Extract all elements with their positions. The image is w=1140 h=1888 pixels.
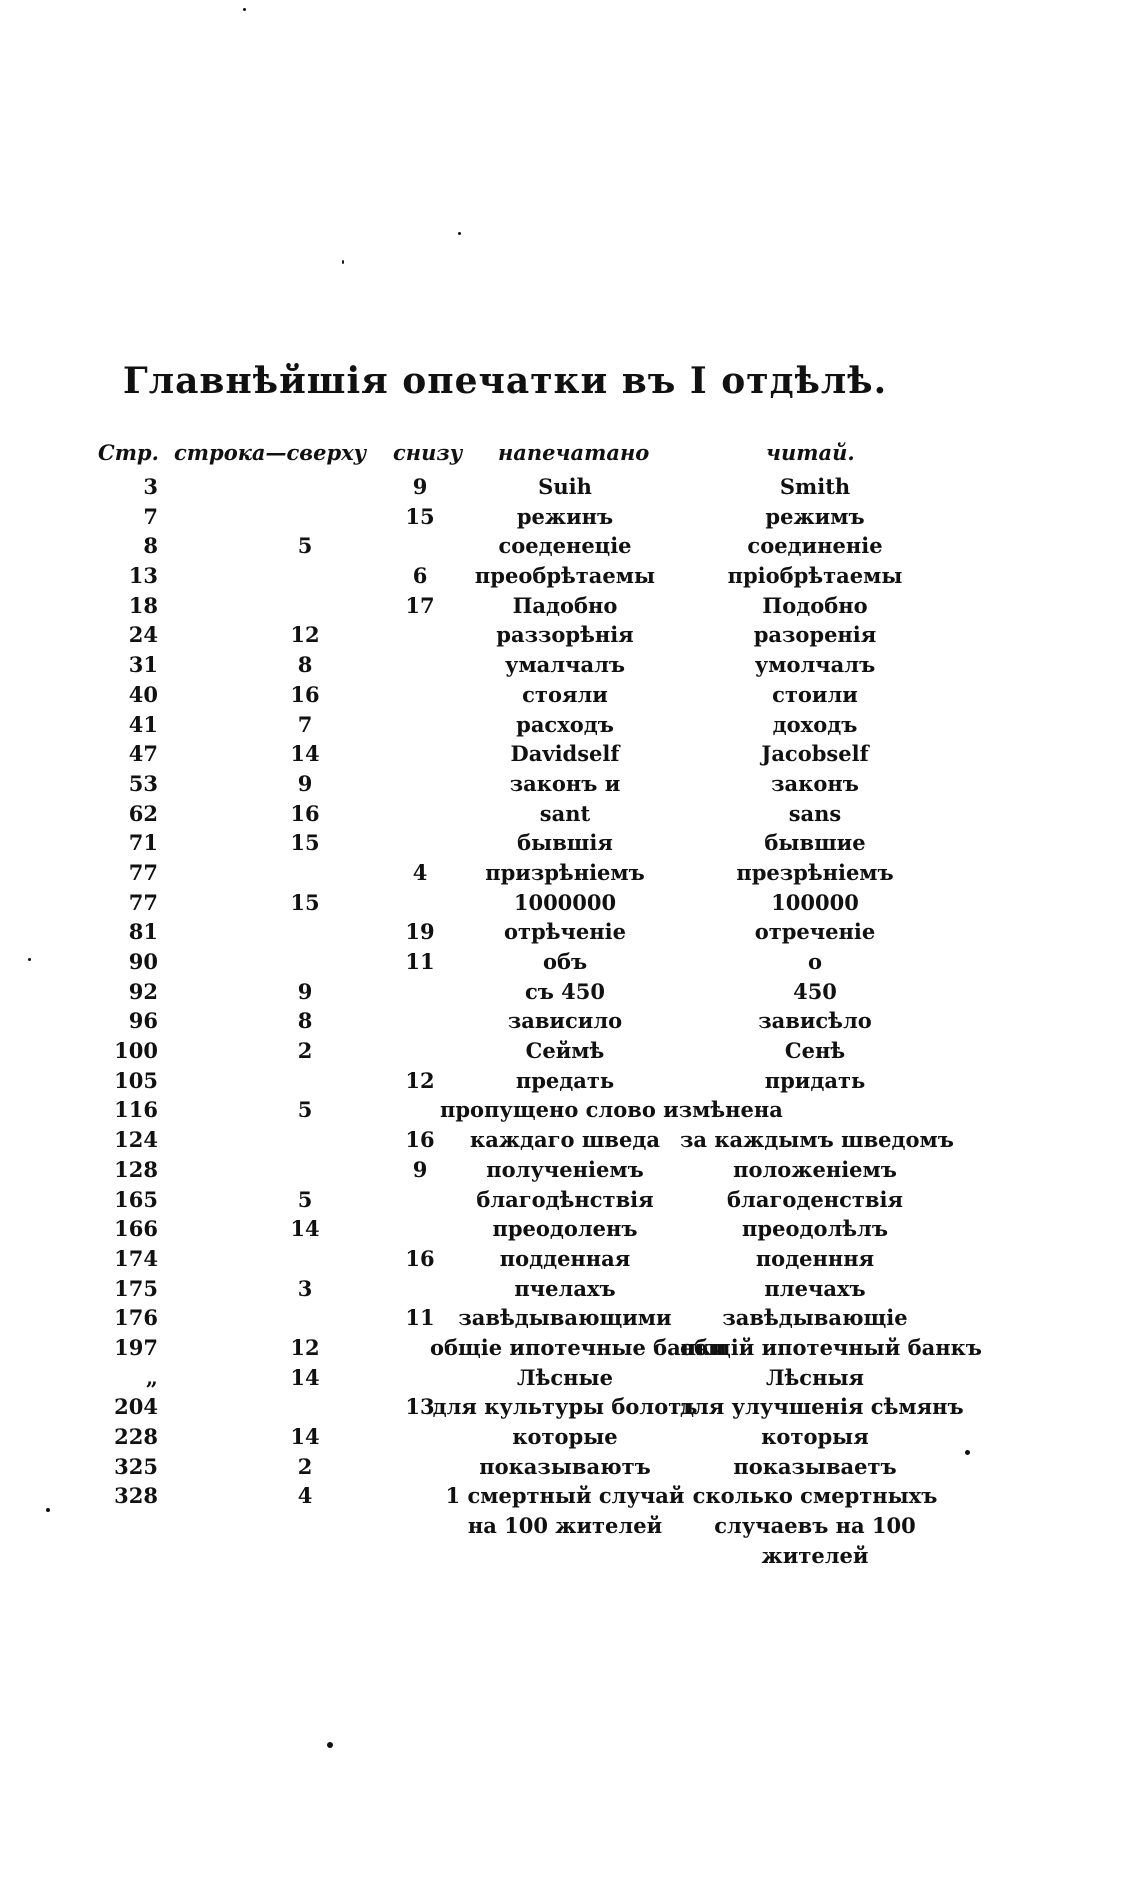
ink-speck <box>28 958 31 961</box>
table-row <box>0 1095 1140 1125</box>
cell-page: 175 <box>114 1275 158 1301</box>
ink-speck <box>342 260 344 264</box>
cell-page: 100 <box>114 1038 158 1064</box>
cell-page: 81 <box>128 919 158 945</box>
cell-line-bottom: 16 <box>405 1245 435 1271</box>
table-row <box>0 531 1140 561</box>
table-row <box>0 1392 1140 1422</box>
cell-printed: умалчалъ <box>505 652 625 678</box>
cell-read: 100000 <box>771 889 859 915</box>
cell-line-bottom: 4 <box>412 859 428 885</box>
table-row <box>0 1155 1140 1185</box>
table-row <box>0 561 1140 591</box>
cell-line-top: 8 <box>297 1008 313 1034</box>
cell-printed: съ 450 <box>524 978 606 1004</box>
cell-printed: Davidself <box>510 741 620 767</box>
cell-page: 53 <box>128 770 158 796</box>
cell-line-top: 16 <box>290 800 320 826</box>
cell-printed: стояли <box>522 681 608 707</box>
table-row <box>0 680 1140 710</box>
table-row <box>0 1333 1140 1363</box>
cell-read: о <box>807 949 822 974</box>
cell-line-top: 16 <box>290 681 320 707</box>
cell-printed: преобрѣтаемы <box>474 563 656 589</box>
cell-page: 228 <box>114 1424 158 1449</box>
cell-read: отреченіе <box>754 919 876 945</box>
page-title: Главнѣйшія опечатки въ I отдѣлѣ. <box>122 360 888 402</box>
cell-line-top: 9 <box>297 770 313 796</box>
cell-page: 105 <box>114 1067 158 1093</box>
cell-printed: 1 смертный случай <box>445 1483 685 1509</box>
cell-read: соединеніе <box>747 533 883 559</box>
ink-speck <box>46 1508 50 1512</box>
cell-printed: Сеймѣ <box>525 1038 605 1064</box>
cell-printed: призрѣніемъ <box>485 859 645 885</box>
cell-page: 3 <box>143 474 158 499</box>
table-row <box>0 1066 1140 1096</box>
cell-page: 176 <box>114 1305 158 1331</box>
cell-read: Сенѣ <box>784 1038 846 1064</box>
cell-line-top: 14 <box>290 741 320 767</box>
cell-printed: отрѣченіе <box>504 919 626 945</box>
cell-printed: предать <box>515 1067 615 1093</box>
header-line-top: строка—сверху <box>174 440 367 465</box>
cell-line-top: 5 <box>297 1097 313 1123</box>
cell-line-bottom: 12 <box>405 1067 435 1093</box>
cell-page: 325 <box>114 1453 158 1479</box>
cell-printed: на 100 жителей <box>467 1513 663 1539</box>
header-page: Стр. <box>98 440 159 465</box>
cell-printed: соеденеціе <box>498 533 632 559</box>
cell-read: зависѣло <box>758 1008 872 1034</box>
cell-read: Подобно <box>762 592 868 618</box>
cell-printed: объ <box>542 949 588 974</box>
cell-page: 40 <box>128 681 158 707</box>
cell-read: показываетъ <box>733 1453 897 1479</box>
table-row <box>0 1274 1140 1304</box>
cell-page: 77 <box>128 859 158 885</box>
table-row <box>0 1125 1140 1155</box>
cell-line-top: 2 <box>297 1453 313 1479</box>
cell-printed: раззорѣнія <box>496 622 634 648</box>
table-row <box>0 502 1140 532</box>
cell-printed: Лѣсные <box>517 1364 613 1390</box>
cell-page: 24 <box>128 622 158 648</box>
cell-page: 166 <box>114 1216 158 1242</box>
table-row <box>0 739 1140 769</box>
cell-printed: преодоленъ <box>492 1216 638 1242</box>
cell-page: 174 <box>114 1245 158 1271</box>
table-row <box>0 1214 1140 1244</box>
cell-page: 47 <box>128 741 158 767</box>
cell-printed: для культуры болотъ <box>432 1394 698 1420</box>
cell-line-bottom: 11 <box>405 1305 435 1331</box>
cell-read: придать <box>764 1067 866 1093</box>
cell-read: Smith <box>779 474 851 499</box>
table-row <box>0 1511 1140 1541</box>
cell-read: преодолѣлъ <box>742 1216 888 1242</box>
cell-line-top: 14 <box>290 1216 320 1242</box>
ink-speck <box>458 232 461 235</box>
errata-table <box>0 472 1140 1570</box>
cell-read: положеніемъ <box>733 1156 897 1182</box>
table-row <box>0 1185 1140 1215</box>
cell-line-bottom: 9 <box>412 474 428 499</box>
table-row <box>0 799 1140 829</box>
cell-read: жителей <box>761 1542 869 1568</box>
cell-printed: благодѣнствія <box>476 1186 654 1212</box>
cell-page: „ <box>145 1364 158 1390</box>
cell-printed: расходъ <box>516 711 614 737</box>
cell-read: за каждымъ шведомъ <box>680 1127 954 1153</box>
ink-speck <box>243 8 246 11</box>
table-row <box>0 888 1140 918</box>
cell-line-top: 14 <box>290 1364 320 1390</box>
table-row <box>0 828 1140 858</box>
cell-printed: общіе ипотечные банки <box>430 1334 727 1360</box>
cell-line-top: 14 <box>290 1424 320 1449</box>
cell-line-bottom: 17 <box>405 592 435 618</box>
cell-page: 71 <box>128 830 158 856</box>
table-row <box>0 650 1140 680</box>
cell-read: общій ипотечный банкъ <box>680 1334 982 1360</box>
cell-line-top: 5 <box>297 533 313 559</box>
cell-printed: 1000000 <box>513 889 617 915</box>
cell-printed: подденная <box>499 1245 631 1271</box>
table-row <box>0 858 1140 888</box>
cell-read: плечахъ <box>764 1275 866 1301</box>
table-row <box>0 1452 1140 1482</box>
cell-printed: Падобно <box>512 592 618 618</box>
cell-read: доходъ <box>772 711 858 737</box>
cell-page: 197 <box>114 1334 158 1360</box>
cell-line-bottom: 9 <box>412 1156 428 1182</box>
table-row <box>0 620 1140 650</box>
table-row <box>0 977 1140 1007</box>
table-row <box>0 591 1140 621</box>
cell-read: пріобрѣтаемы <box>727 563 903 589</box>
cell-page: 7 <box>143 503 158 529</box>
table-row <box>0 472 1140 502</box>
table-row <box>0 1481 1140 1511</box>
cell-read: для улучшенія сѣмянъ <box>680 1394 964 1420</box>
cell-read: режимъ <box>765 503 865 529</box>
cell-line-bottom: 11 <box>405 949 435 974</box>
cell-read: разоренія <box>753 622 877 648</box>
cell-read: сколько смертныхъ <box>692 1483 938 1509</box>
cell-printed: показываютъ <box>479 1453 651 1479</box>
cell-line-top: 12 <box>290 622 320 648</box>
table-row <box>0 769 1140 799</box>
cell-read: завѣдывающіе <box>722 1305 908 1331</box>
cell-printed: Suih <box>538 474 592 499</box>
ink-speck <box>327 1742 333 1748</box>
cell-read: умолчалъ <box>754 652 876 678</box>
cell-page: 96 <box>128 1008 158 1034</box>
table-row <box>0 917 1140 947</box>
cell-line-top: 5 <box>297 1186 313 1212</box>
table-row <box>0 710 1140 740</box>
cell-page: 90 <box>128 949 158 974</box>
table-row <box>0 1541 1140 1571</box>
header-line-bottom: снизу <box>393 440 463 465</box>
cell-line-top: 8 <box>297 652 313 678</box>
cell-page: 13 <box>128 563 158 589</box>
cell-read: законъ <box>771 770 859 796</box>
table-row <box>0 947 1140 977</box>
table-row <box>0 1244 1140 1274</box>
cell-printed: завѣдывающими <box>458 1305 672 1331</box>
cell-printed: бывшія <box>517 830 613 856</box>
cell-line-top: 7 <box>297 711 313 737</box>
header-read: читай. <box>766 440 855 465</box>
header-printed: напечатано <box>498 440 650 465</box>
cell-line-top: 2 <box>297 1038 313 1064</box>
cell-page: 124 <box>114 1127 158 1153</box>
cell-line-bottom: 19 <box>405 919 435 945</box>
cell-read: sans <box>788 800 842 826</box>
cell-page: 31 <box>128 652 158 678</box>
cell-page: 8 <box>143 533 158 559</box>
cell-read: которыя <box>761 1424 869 1449</box>
cell-page: 128 <box>114 1156 158 1182</box>
cell-page: 204 <box>114 1394 158 1420</box>
cell-page: 62 <box>128 800 158 826</box>
cell-read: случаевъ на 100 <box>714 1513 916 1539</box>
cell-line-bottom: 6 <box>412 563 428 589</box>
cell-read: бывшие <box>764 830 866 856</box>
cell-printed: каждаго шведа <box>470 1127 660 1153</box>
cell-read: Лѣсныя <box>765 1364 865 1390</box>
cell-line-top: 3 <box>297 1275 313 1301</box>
cell-line-bottom: 13 <box>405 1394 435 1420</box>
cell-printed: пчелахъ <box>514 1275 616 1301</box>
cell-line-top: 15 <box>290 889 320 915</box>
table-row <box>0 1036 1140 1066</box>
cell-page: 77 <box>128 889 158 915</box>
cell-printed: законъ и <box>509 770 621 796</box>
cell-page: 116 <box>114 1097 158 1123</box>
cell-page: 41 <box>128 711 158 737</box>
cell-page: 165 <box>114 1186 158 1212</box>
cell-printed: sant <box>539 800 591 826</box>
ink-speck <box>965 1450 970 1455</box>
cell-read: поденння <box>755 1245 875 1271</box>
cell-read: презрѣніемъ <box>736 859 894 885</box>
table-row <box>0 1422 1140 1452</box>
cell-printed: полученіемъ <box>486 1156 644 1182</box>
cell-read: 450 <box>793 978 837 1004</box>
cell-printed: режинъ <box>516 503 614 529</box>
cell-page: 18 <box>128 592 158 618</box>
table-row <box>0 1006 1140 1036</box>
cell-line-top: 9 <box>297 978 313 1004</box>
table-row <box>0 1363 1140 1393</box>
cell-line-top: 4 <box>297 1483 313 1509</box>
cell-page: 328 <box>114 1483 158 1509</box>
cell-note: пропущено слово измѣнена <box>440 1097 783 1123</box>
cell-line-top: 12 <box>290 1334 320 1360</box>
cell-read: Jacobself <box>761 741 869 767</box>
cell-printed: зависило <box>507 1008 623 1034</box>
cell-printed: которые <box>512 1424 618 1449</box>
cell-read: стоили <box>772 681 858 707</box>
cell-read: благоденствія <box>727 1186 903 1212</box>
table-row <box>0 1303 1140 1333</box>
cell-line-bottom: 15 <box>405 503 435 529</box>
cell-page: 92 <box>128 978 158 1004</box>
cell-line-bottom: 16 <box>405 1127 435 1153</box>
cell-line-top: 15 <box>290 830 320 856</box>
